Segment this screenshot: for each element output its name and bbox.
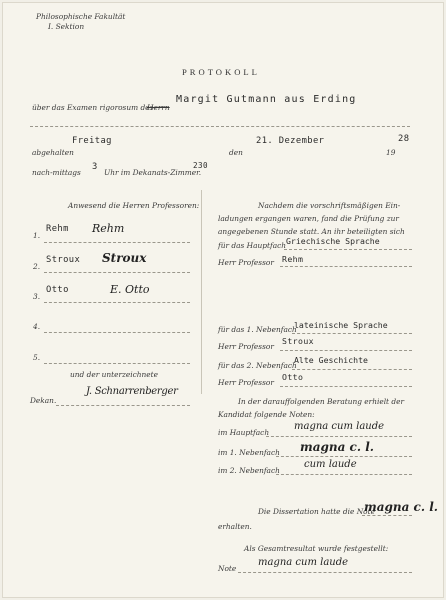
- minor1-subject-value: lateinische Sprache: [294, 320, 388, 330]
- minor1-grade-value: magna c. l.: [300, 440, 374, 454]
- main-prof-line: [280, 266, 412, 267]
- page-title: PROTOKOLL: [182, 67, 260, 77]
- undersigned-label: und der unterzeichnete: [70, 370, 158, 379]
- prof-signature-3: E. Otto: [110, 283, 150, 296]
- main-grade-line: [266, 436, 412, 437]
- minor2-grade-label: im 2. Nebenfach: [218, 466, 280, 475]
- prof-line-1: [44, 242, 190, 243]
- column-divider: [201, 190, 202, 394]
- dissertation-label: Die Dissertation hatte die Note: [258, 507, 375, 516]
- procedure-intro-2: ladungen ergangen waren, fand die Prüfung zur: [218, 214, 399, 223]
- grades-intro-1: In der darauffolgenden Beratung erhielt der: [238, 397, 405, 406]
- weekday-value: Freitag: [72, 136, 112, 146]
- minor2-grade-line: [276, 474, 412, 475]
- procedure-intro-1: Nachdem die vorschriftsmäßigen Ein-: [258, 201, 401, 210]
- overall-grade-line: [238, 572, 412, 573]
- year-prefix: 19: [386, 148, 396, 157]
- main-grade-value: magna cum laude: [294, 421, 385, 432]
- prof-num-5: 5.: [33, 353, 41, 362]
- held-label: abgehalten: [32, 148, 74, 157]
- faculty-label: Philosophische Fakultät: [36, 12, 126, 21]
- prof-typed-1: Rehm: [46, 224, 69, 234]
- minor1-subject-line: [292, 333, 412, 334]
- prof-line-2: [44, 272, 190, 273]
- prof-typed-3: Otto: [46, 285, 69, 295]
- main-prof-label: Herr Professor: [218, 258, 274, 267]
- minor2-prof-label: Herr Professor: [218, 378, 274, 387]
- main-subject-line: [284, 249, 412, 250]
- note-label: Note: [218, 564, 237, 573]
- procedure-intro-3: angegebenen Stunde statt. An ihr beteiligten sich: [218, 227, 405, 236]
- blank-line: [30, 126, 410, 127]
- dean-label: Dekan.: [30, 396, 57, 405]
- minor1-subject-label: für das 1. Nebenfach: [218, 325, 297, 334]
- time-prefix: nach-mittags: [32, 168, 81, 177]
- prof-line-4: [44, 332, 190, 333]
- den-label: den: [229, 148, 243, 157]
- minor1-prof-label: Herr Professor: [218, 342, 274, 351]
- minor2-subject-line: [292, 369, 412, 370]
- dean-line: [56, 405, 190, 406]
- main-grade-label: im Hauptfach: [218, 428, 270, 437]
- overall-label: Als Gesamtresultat wurde festgestellt:: [244, 544, 389, 553]
- overall-grade-value: magna cum laude: [258, 557, 349, 568]
- prof-num-1: 1.: [33, 231, 41, 240]
- candidate-name: Margit Gutmann aus Erding: [176, 94, 357, 105]
- dissertation-line: [362, 515, 412, 516]
- prof-typed-2: Stroux: [46, 255, 81, 265]
- minor2-subject-label: für das 2. Nebenfach: [218, 361, 297, 370]
- date-value: 21. Dezember: [256, 136, 325, 146]
- main-subject-label: für das Hauptfach: [218, 241, 287, 250]
- minor2-subject-value: Alte Geschichte: [294, 355, 368, 365]
- prof-signature-1: Rehm: [92, 222, 125, 235]
- professors-heading: Anwesend die Herren Professoren:: [68, 201, 200, 210]
- year-value: 28: [398, 134, 410, 144]
- minor1-grade-line: [276, 456, 412, 457]
- minor1-grade-label: im 1. Nebenfach: [218, 448, 280, 457]
- hour-value: 3: [92, 162, 98, 172]
- grades-intro-2: Kandidat folgende Noten:: [218, 410, 315, 419]
- time-suffix: Uhr im Dekanats-Zimmer.: [104, 168, 202, 177]
- prof-signature-2: Stroux: [102, 251, 147, 265]
- section-label: I. Sektion: [48, 22, 85, 31]
- minor2-prof-line: [280, 386, 412, 387]
- minor1-prof-value: Stroux: [282, 336, 314, 346]
- minutes-value: 230: [193, 161, 208, 170]
- prof-num-2: 2.: [33, 262, 41, 271]
- minor2-grade-value: cum laude: [304, 459, 357, 470]
- minor1-prof-line: [280, 350, 412, 351]
- about-label: über das Examen rigorosum des: [32, 103, 154, 112]
- main-subject-value: Griechische Sprache: [286, 236, 380, 246]
- dissertation-grade: magna c. l.: [364, 500, 438, 514]
- dean-signature: J. Schnarrenberger: [86, 386, 178, 397]
- struck-title: Herrn: [147, 103, 170, 112]
- prof-line-5: [44, 363, 190, 364]
- prof-line-3: [44, 302, 190, 303]
- prof-num-4: 4.: [33, 322, 41, 331]
- main-prof-value: Rehm: [282, 254, 304, 264]
- received-label: erhalten.: [218, 522, 252, 531]
- minor2-prof-value: Otto: [282, 372, 304, 382]
- prof-num-3: 3.: [33, 292, 41, 301]
